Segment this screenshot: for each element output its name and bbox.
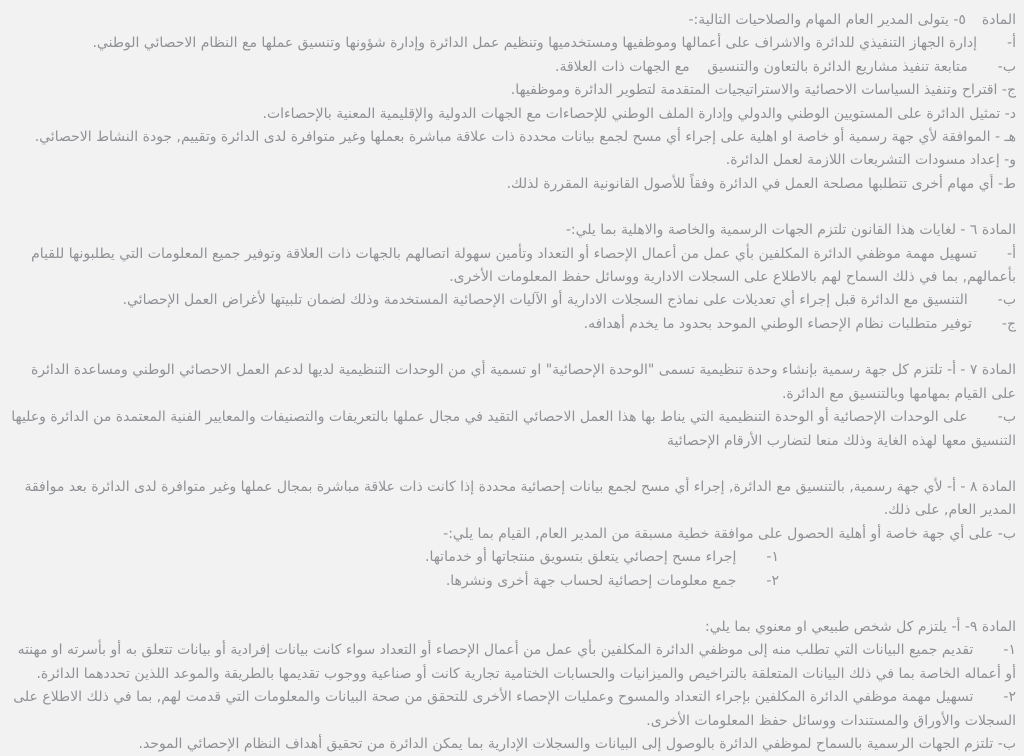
article-7-header-text: المادة ٧ - أ- تلتزم كل جهة رسمية بإنشاء وحدة تنظيمية تسمى "الوحدة الإحصائية" او تسمية أي من الوحدات التنظيمية لديها لدعم العمل الاحصائي الوطني ومساعدة الدائرة على القيام بمهامها وبالتنسيق مع الدائرة. (30, 362, 1016, 402)
item-text: و- إعداد مسودات التشريعات اللازمة لعمل الدائرة. (725, 152, 1016, 169)
article-9-header (8, 616, 1016, 639)
item-text: إدارة الجهاز التنفيذي للدائرة والاشراف على أعمالها وموظفيها ومستخدميها وتنظيم عمل الدائرة وإدارة شؤونها وتنسيق عملها مع النظام الاحصائي الوطني. (92, 35, 978, 52)
article-5-item-w (8, 149, 1016, 172)
article-6-item-a (8, 243, 1016, 290)
article-5-header (8, 9, 1016, 32)
item-text: تسهيل مهمة موظفي الدائرة المكلفين بأي عمل من أعمال الإحصاء أو التعداد وتأمين سهولة اتصالهم بالجهات ذات العلاقة وتوفير جميع المعلومات التي يطلبونها للقيام بأعمالهم, بما في ذلك السماح لهم بالاطلاع على السجلات الادارية ووسائل حفظ المعلومات الأخرى. (31, 245, 1016, 286)
article-9-header-text: المادة ٩- أ- يلتزم كل شخص طبيعي او معنوي بما يلي: (705, 618, 1016, 635)
article-8-item-1 (8, 546, 1016, 569)
article-5-item-j (8, 79, 1016, 102)
article-7-item-b (8, 406, 1016, 453)
article-8-header (8, 476, 1016, 523)
item-marker: ١- (1003, 642, 1016, 659)
article-6-item-j (8, 313, 1016, 336)
article-6-header (8, 219, 1016, 242)
article-6 (8, 219, 1016, 336)
item-marker: ب- (997, 292, 1016, 309)
item-marker: ١- (766, 549, 779, 566)
article-5-item-b (8, 56, 1016, 79)
article-5-item-d (8, 103, 1016, 126)
article-9-item-b (8, 733, 1016, 756)
item-text: جمع معلومات إحصائية لحساب جهة أخرى ونشرها. (445, 572, 737, 589)
article-5 (8, 9, 1016, 196)
item-text: ط- أي مهام أخرى تتطلبها مصلحة العمل في الدائرة وفقاً للأصول القانونية المقررة لذلك. (506, 175, 1016, 192)
item-marker: ج- (1001, 315, 1016, 332)
item-text: توفير متطلبات نظام الإحصاء الوطني الموحد بحدود ما يخدم أهدافه. (583, 315, 972, 332)
article-9 (8, 616, 1016, 756)
article-5-item-a (8, 32, 1016, 55)
article-7 (8, 359, 1016, 453)
article-6-item-b (8, 289, 1016, 312)
item-text: هـ - الموافقة لأي جهة رسمية أو خاصة او اهلية على إجراء أي مسح لجمع بيانات محددة ذات علاقة مباشرة بعملها وغير متوافرة لدى الدائرة وتقييم, جودة النشاط الاحصائي. (34, 129, 1016, 146)
item-marker: أ- (1007, 35, 1016, 52)
article-8 (8, 476, 1016, 593)
article-9-item-2 (8, 686, 1016, 733)
article-5-header-text: ٥- يتولى المدير العام المهام والصلاحيات التالية:- (688, 12, 966, 28)
article-8-header-text: المادة ٨ - أ- لأي جهة رسمية, بالتنسيق مع الدائرة, إجراء أي مسح لجمع بيانات إحصائية محددة إذا كانت ذات علاقة مباشرة بمجال عملها وغير متوافرة لدى الدائرة بعد موافقة المدير العام, على ذلك. (24, 478, 1016, 519)
item-text: ب- تلتزم الجهات الرسمية بالسماح لموظفي الدائرة بالوصول إلى البيانات والسجلات الإدارية بما يمكن الدائرة من تحقيق أهداف النظام الإحصائي الموحد. (138, 735, 1016, 752)
item-marker: ٢- (766, 572, 779, 589)
article-8-item-2 (8, 570, 1016, 593)
item-text: د- تمثيل الدائرة على المستويين الوطني والدولي وإدارة الملف الوطني للإحصاءات مع الجهات الدولية والإقليمية المعنية بالإحصاءات. (262, 105, 1016, 122)
item-marker: ٢- (1003, 689, 1016, 706)
article-5-item-t (8, 173, 1016, 196)
article-8-item-b (8, 523, 1016, 546)
article-9-item-1 (8, 639, 1016, 686)
item-text: ج- اقتراح وتنفيذ السياسات الاحصائية والاستراتيجيات المتقدمة لتطوير الدائرة وموظفيها. (510, 82, 1016, 99)
article-7-header (8, 359, 1016, 406)
item-marker: ب- (997, 409, 1016, 426)
item-text: ب- على أي جهة خاصة أو أهلية الحصول على موافقة خطية مسبقة من المدير العام, القيام بما يلي:- (443, 525, 1016, 542)
item-text: على الوحدات الإحصائية أو الوحدة التنظيمية التي يناط بها هذا العمل الاحصائي التقيد في مجال عملها بالتعريفات والتصنيفات والمعايير الفنية المعتمدة من الدائرة وعليها التنسيق معها لهذه الغاية وذلك منعا لتضارب الأرقام الإحصائية (11, 409, 1016, 449)
item-text: تسهيل مهمة موظفي الدائرة المكلفين بإجراء التعداد والمسوح وعمليات الإحصاء الأخرى للتحقق من صحة البيانات والمعلومات التي قدمت لهم, بما في ذلك الاطلاع على السجلات والأوراق والمستندات ووسائل حفظ المعلومات الأخرى. (13, 689, 1016, 729)
item-text: إجراء مسح إحصائي يتعلق بتسويق منتجاتها أو خدماتها. (425, 549, 737, 566)
article-5-item-h (8, 126, 1016, 149)
item-marker: ب- (997, 58, 1016, 75)
article-word: المادة (981, 12, 1016, 28)
item-text: التنسيق مع الدائرة قبل إجراء أي تعديلات على نماذج السجلات الادارية أو الآليات الإحصائية المستخدمة وذلك لضمان تلبيتها لأغراض العمل الإحصائي. (122, 292, 968, 309)
article-6-header-text: المادة ٦ - لغايات هذا القانون تلتزم الجهات الرسمية والخاصة والاهلية بما يلي:- (565, 222, 1016, 239)
item-marker: أ- (1007, 245, 1016, 262)
item-text: متابعة تنفيذ مشاريع الدائرة بالتعاون والتنسيق مع الجهات ذات العلاقة. (555, 58, 968, 75)
item-text: تقديم جميع البيانات التي تطلب منه إلى موظفي الدائرة المكلفين بأي عمل من أعمال الإحصاء أو التعداد سواء كانت بيانات إفرادية أو بيانات تتعلق به أو بأسرته او مهنته أو أعماله الخاصة بما في ذلك البيانات المتعلقة بالتراخيص والميزانيات والحسابات الختامية تجارية كانت أو صناعية ووجوب تقديمها بالطريقة والموعد اللذين تحددهما الدائرة. (17, 642, 1016, 682)
